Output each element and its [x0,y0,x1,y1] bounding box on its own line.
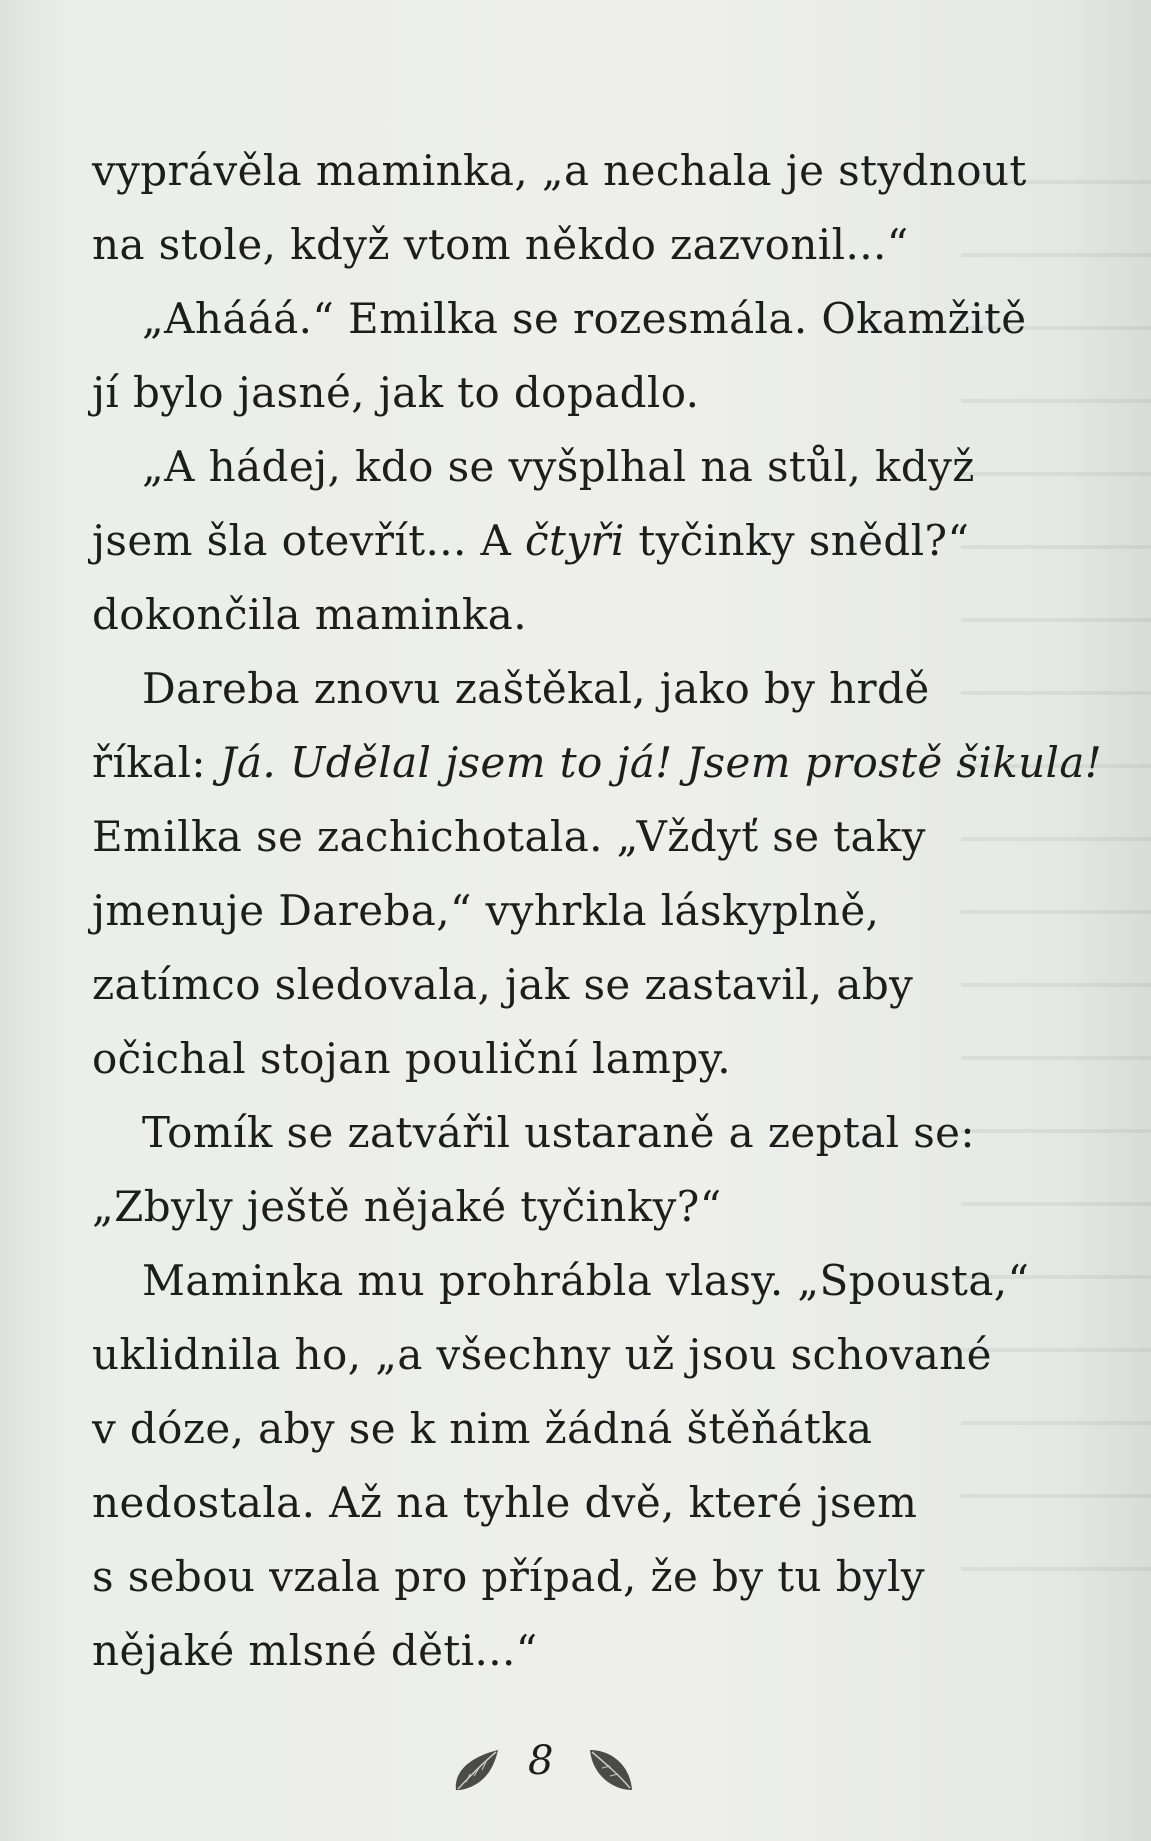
page-number: 8 [528,1738,554,1784]
italic-thought: Já. Udělal jsem to já! Jsem prostě šikula! [219,738,1103,787]
text-line [92,504,992,578]
text-line: Emilka se zachichotala. „Vždyť se taky [92,812,926,861]
text-line: vyprávěla maminka, „a nechala je stydnout [92,146,1027,195]
text-segment: jsem šla otevřít... A [92,516,526,565]
text-line: s sebou vzala pro případ, že by tu byly [92,1552,926,1601]
text-line: „Ahááá.“ Emilka se rozesmála. Okamžitě [142,294,1027,343]
text-line: jí bylo jasné, jak to dopadlo. [92,368,700,417]
text-line: na stole, když vtom někdo zazvonil...“ [92,220,909,269]
text-segment: říkal: [92,738,220,787]
text-line: jmenuje Dareba,“ vyhrkla láskyplně, [92,886,880,935]
text-line [92,726,1103,800]
leaf-icon [452,1746,502,1794]
text-line: v dóze, aby se k nim žádná štěňátka [92,1404,873,1453]
text-line: očichal stojan pouliční lampy. [92,1034,731,1083]
text-line: nedostala. Až na tyhle dvě, které jsem [92,1478,918,1527]
leaf-icon [584,1744,636,1794]
text-segment: tyčinky snědl?“ [624,516,970,565]
text-line: Maminka mu prohrábla vlasy. „Spousta,“ [142,1256,1030,1305]
text-line: dokončila maminka. [92,590,527,639]
text-line: Dareba znovu zaštěkal, jako by hrdě [142,664,930,713]
text-line: Tomík se zatvářil ustaraně a zeptal se: [142,1108,975,1157]
text-line: uklidnila ho, „a všechny už jsou schované [92,1330,992,1379]
page-footer [452,1738,652,1798]
text-line: „Zbyly ještě nějaké tyčinky?“ [92,1182,722,1231]
italic-emphasis: čtyři [525,516,625,565]
text-line: zatímco sledovala, jak se zastavil, aby [92,960,914,1009]
text-line: nějaké mlsné děti...“ [92,1626,538,1675]
text-line: „A hádej, kdo se vyšplhal na stůl, když [142,442,975,491]
body-text [92,134,1103,1688]
